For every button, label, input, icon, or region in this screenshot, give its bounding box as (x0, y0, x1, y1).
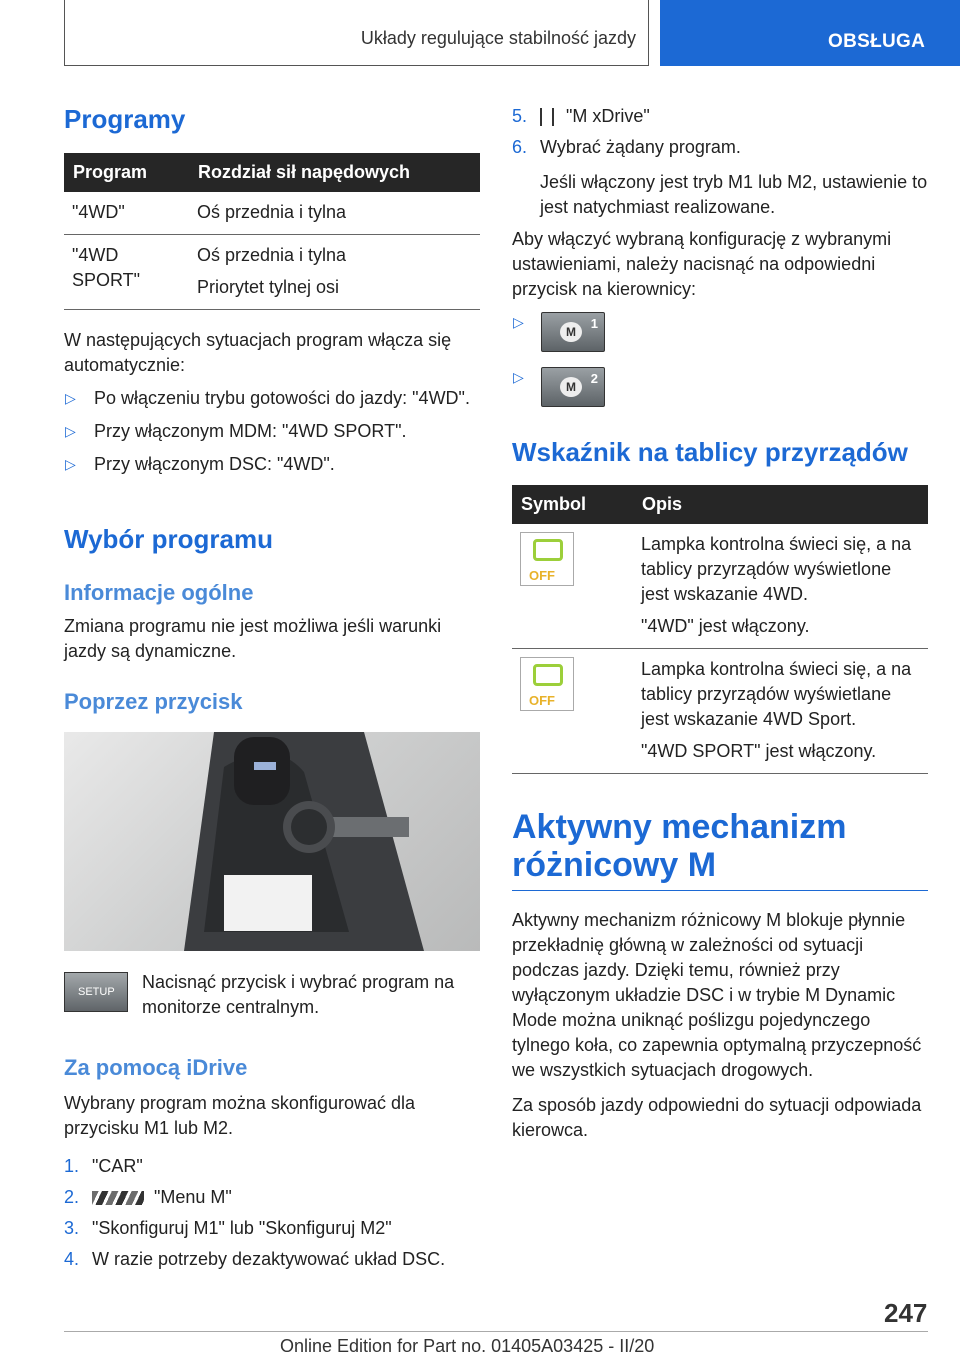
triangle-bullet-icon: ▷ (65, 390, 76, 406)
cell-desc: Lampka kontrolna świeci się, a na tablicy przyrządów wyświetlane jest wskazanie 4WD Sport. "4WD SPORT" jest włączony. (633, 649, 928, 774)
table-header-opis: Opis (633, 485, 928, 524)
steps-list (64, 1154, 480, 1278)
tab-obsluga[interactable]: OBSŁUGA (828, 31, 926, 52)
cell-symbol (512, 524, 633, 649)
triangle-bullet-icon: ▷ (65, 423, 76, 439)
list-item: 4. W razie potrzeby dezaktywować układ DSC. (64, 1249, 446, 1269)
footer-divider (64, 1331, 928, 1332)
list-item: 5. "M xDrive" (512, 106, 650, 126)
heading-wskaznik: Wskaźnik na tablicy przyrządów (512, 437, 908, 467)
triangle-bullet-icon: ▷ (65, 456, 76, 472)
console-illustration (64, 732, 480, 951)
list-item: ▷ Po włączeniu trybu gotowości do jazdy: "4WD". (64, 386, 480, 411)
step6-note: Jeśli włączony jest tryb M1 lub M2, ustawienie to jest natychmiast realizowane. (540, 172, 928, 217)
auto-intro: W następujących sytuacjach program włącza się automatycznie: (64, 330, 452, 375)
table-row (512, 649, 928, 774)
list-item: 2. "Menu M" (64, 1187, 232, 1207)
mech-text2: Za sposób jazdy odpowiedni do sytuacji odpowiada kierowca. (512, 1095, 922, 1140)
m-menu-icon (92, 1191, 144, 1205)
heading-wybor: Wybór programu (64, 524, 273, 554)
auto-list (64, 386, 480, 485)
setup-label: SETUP (78, 986, 115, 998)
cell-program: "4WD SPORT" (64, 235, 189, 310)
table-row (64, 192, 480, 235)
cell-distribution: Oś przednia i tylna Priorytet tylnej osi (189, 235, 480, 310)
table-header-program: Program (64, 153, 189, 192)
setup-text: Nacisnąć przycisk i wybrać program na monitorze centralnym. (142, 972, 455, 1017)
heading-info: Informacje ogólne (64, 580, 254, 605)
list-item: ▷ Przy włączonym DSC: "4WD". (64, 452, 480, 477)
list-item: ▷ Przy włączonym MDM: "4WD SPORT". (64, 419, 480, 444)
symbol-table (512, 485, 928, 774)
header-section-box (64, 0, 649, 66)
triangle-bullet-icon: ▷ (513, 314, 524, 330)
program-table (64, 153, 480, 310)
heading-idrive: Za pomocą iDrive (64, 1055, 248, 1080)
list-item: 6. Wybrać żądany program. (512, 137, 741, 157)
table-row (64, 235, 480, 310)
heading-mechanizm: Aktywny mechanizm różnicowy M (512, 808, 928, 891)
setup-button[interactable] (64, 972, 128, 1012)
4wd-sport-off-indicator-icon: OFF (520, 657, 574, 711)
cell-program: "4WD" (64, 192, 189, 235)
heading-przycisk: Poprzez przycisk (64, 689, 243, 714)
header-tab-box[interactable] (660, 0, 960, 66)
steps-list-cont (512, 104, 928, 166)
triangle-bullet-icon: ▷ (513, 369, 524, 385)
table-header-distribution: Rozdział sił napędowych (189, 153, 480, 192)
info-text: Zmiana programu nie jest możliwa jeśli warunki jazdy są dynamiczne. (64, 616, 442, 661)
m1-steering-button[interactable]: M 1 (541, 312, 605, 352)
4wd-off-indicator-icon: OFF (520, 532, 574, 586)
heading-programy: Programy (64, 104, 186, 134)
mech-text: Aktywny mechanizm różnicowy M blokuje płynnie przekładnię główną w zależności od sytuacji podczas jazdy. Dzięki temu, również przy wyłączonym układzie DSC i w trybie M Dynamic Mode można uniknąć poślizgu pojedynczego tylnego koła, co zapewnia optymalną przyczepność we wszystkich sytuacjach drogowych. (512, 910, 922, 1080)
console-photo (64, 732, 480, 951)
page-number: 247 (884, 1298, 928, 1328)
list-item: 3. "Skonfiguruj M1" lub "Skonfiguruj M2" (64, 1218, 392, 1238)
activate-text: Aby włączyć wybraną konfigurację z wybranymi ustawieniami, należy nacisnąć na odpowiedni przycisk na kierownicy: (512, 229, 892, 299)
cell-desc: Lampka kontrolna świeci się, a na tablicy przyrządów wyświetlone jest wskazanie 4WD. "4WD" jest włączony. (633, 524, 928, 649)
cell-symbol (512, 649, 633, 774)
section-title: Układy regulujące stabilność jazdy (360, 28, 636, 48)
xdrive-icon (540, 108, 554, 126)
idrive-text: Wybrany program można skonfigurować dla przycisku M1 lub M2. (64, 1093, 415, 1138)
cell-distribution: Oś przednia i tylna (189, 192, 480, 235)
table-row (512, 524, 928, 649)
table-header-symbol: Symbol (512, 485, 633, 524)
online-edition: Online Edition for Part no. 01405A03425 - II/20 (280, 1336, 655, 1356)
m2-steering-button[interactable]: M 2 (541, 367, 605, 407)
list-item: 1. "CAR" (64, 1156, 143, 1176)
